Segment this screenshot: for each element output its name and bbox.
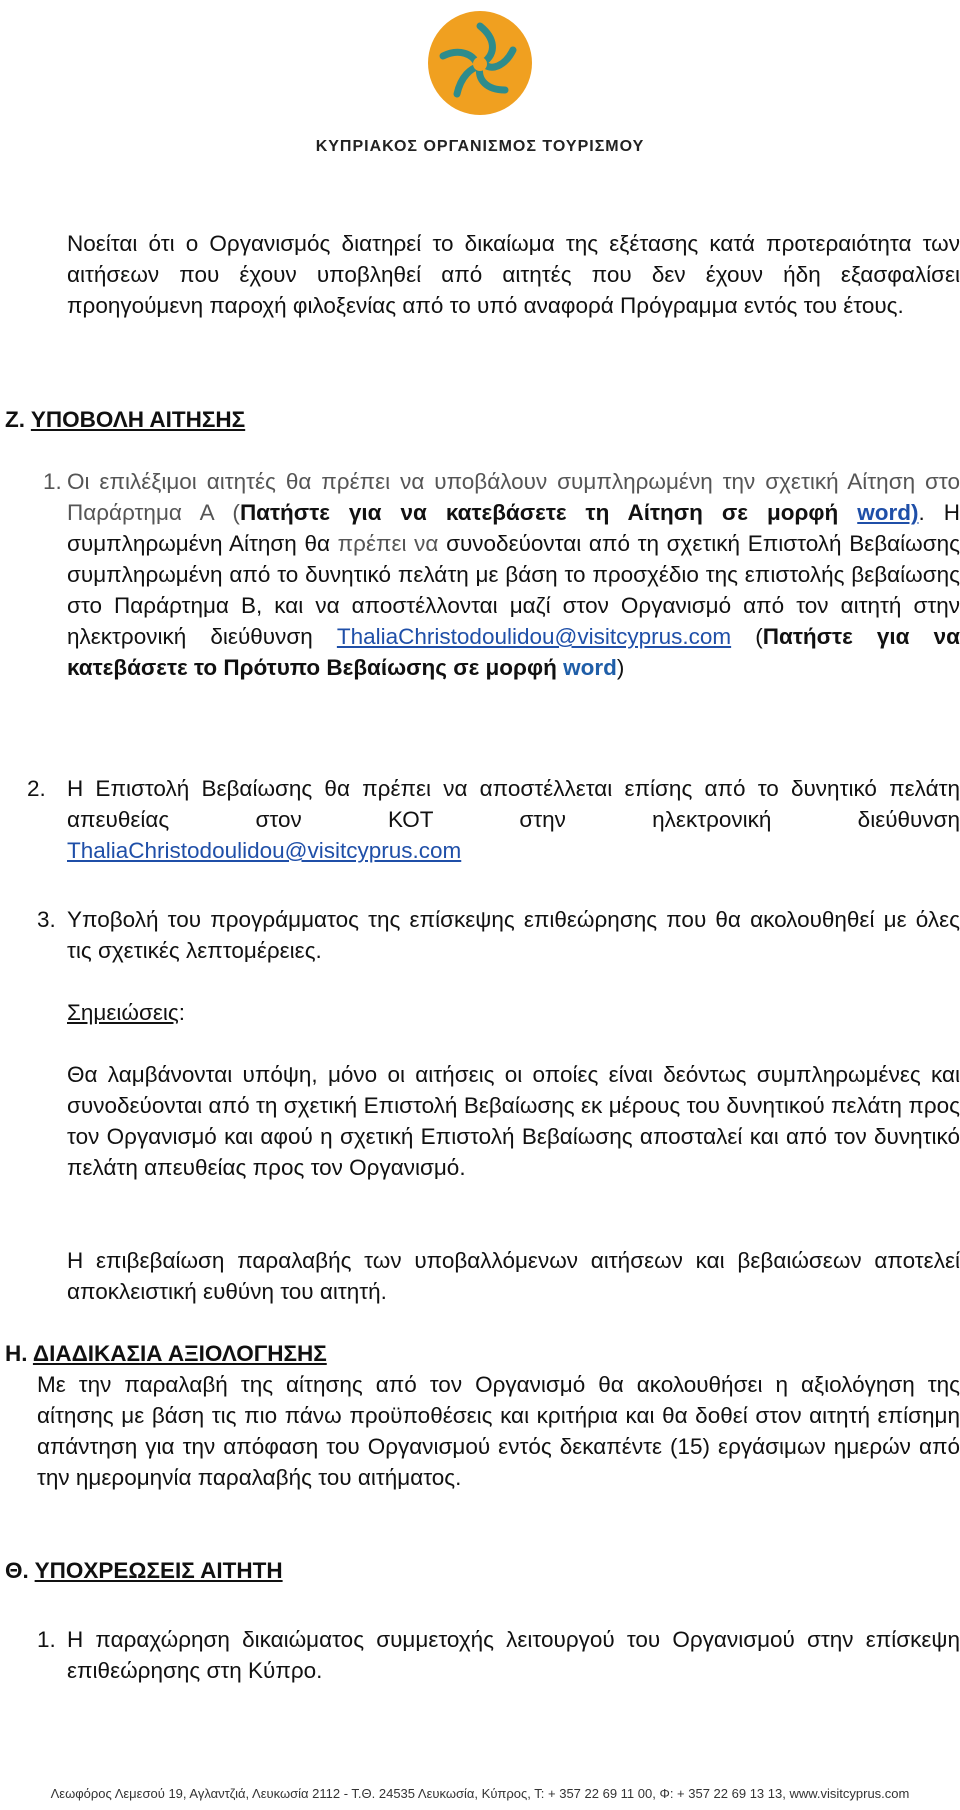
note-2-paragraph: Η επιβεβαίωση παραλαβής των υποβαλλόμενων αιτήσεων και βεβαιώσεων αποτελεί αποκλειστική ευθύνη του αιτητή. — [67, 1248, 960, 1304]
th-item-1-number: 1. — [37, 1627, 56, 1652]
intro-paragraph: Νοείται ότι ο Οργανισμός διατηρεί το δικαίωμα της εξέτασης κατά προτεραιότητα των αιτήσεων που έχουν υποβληθεί από αιτητές που δεν έχουν ήδη εξασφαλίσει προηγούμενη παροχή φιλοξενίας από το υπό αναφορά Πρόγραμμα εντός του έτους. — [67, 231, 960, 318]
item-1-paragraph — [67, 466, 960, 683]
item-1-download-template-text: Πατήστε για να κατεβάσετε το Πρότυπο Βεβαίωσης σε μορφή — [67, 624, 960, 680]
footer-address: Λεωφόρος Λεμεσού 19, Αγλαντζιά, Λευκωσία 2112 - Τ.Θ. 24535 Λευκωσία, Κύπρος, Τ: + 357 22 69 11 00, Φ: + 357 22 69 13 13, www.visitcyprus.com — [50, 1786, 910, 1801]
header — [0, 8, 960, 118]
item-1-word-template-link[interactable]: word — [563, 655, 617, 680]
note-1-paragraph: Θα λαμβάνονται υπόψη, μόνο οι αιτήσεις οι οποίες είναι δεόντως συμπληρωμένες και συνοδεύονται από τη σχετική Επιστολή Βεβαίωσης εκ μέρους του δυνητικού πελάτη προς τον Οργανισμό και αφού η σχετική Επιστολή Βεβαίωσης αποσταλεί και από τον δυνητικό πελάτη απευθείας προς τον Οργανισμό. — [67, 1062, 960, 1180]
item-3-paragraph: Υποβολή του προγράμματος της επίσκεψης επιθεώρησης που θα ακολουθηθεί με όλες τις σχετικές λεπτομέρειες. — [67, 907, 960, 963]
section-th-title: ΥΠΟΧΡΕΩΣΕΙΣ ΑΙΤΗΤΗ — [34, 1558, 283, 1583]
notes-colon: : — [178, 1000, 186, 1025]
item-2-text: Η Επιστολή Βεβαίωσης θα πρέπει να αποστέλλεται επίσης από το δυνητικό πελάτη απευθείας στον ΚΟΤ στην ηλεκτρονική διεύθυνση — [67, 776, 960, 832]
cto-logo-icon — [425, 8, 535, 118]
section-h-heading — [5, 1338, 327, 1369]
notes-heading — [67, 997, 185, 1028]
item-1-word-link[interactable]: word) — [857, 500, 919, 525]
section-h-paragraph: Με την παραλαβή της αίτησης από τον Οργανισμό θα ακολουθήσει η αξιολόγηση της αίτησης με βάση τις πιο πάνω προϋποθέσεις και κριτήρια και θα δοθεί στον αιτητή επίσημη απάντηση για την απόφαση του Οργανισμού εντός δεκαπέντε (15) εργάσιμων ημερών από την ημερομηνία παραλαβής του αιτήματος. — [37, 1372, 960, 1490]
item-1-text-part3: συνοδεύονται από τη σχετική Επιστολή Βεβαίωσης συμπληρωμένη από το δυνητικό πελάτη με βάση το προσχέδιο της επιστολής βεβαίωσης στο Παράρτημα Β, και να αποστέλλονται μαζί στον Οργανισμό από τον αιτητή στην ηλεκτρονική διεύθυνση — [67, 531, 960, 649]
section-th-label: Θ. — [5, 1558, 29, 1583]
item-1-text-part2b: πρέπει να — [337, 531, 439, 556]
section-h-label: Η. — [5, 1341, 28, 1366]
notes-label: Σημειώσεις — [67, 1000, 179, 1025]
item-1-text-part1: Οι επιλέξιμοι αιτητές θα πρέπει να υποβάλουν συμπληρωμένη την σχετική Αίτηση στο Παράρτημα Α ( — [67, 469, 960, 525]
section-z-heading — [5, 404, 245, 435]
item-3-number: 3. — [37, 907, 56, 932]
item-1-number: 1. — [43, 469, 62, 494]
item-1-text-part5: ) — [616, 655, 625, 680]
item-1-text-part4: ( — [731, 624, 763, 649]
section-z-title: ΥΠΟΒΟΛΗ ΑΙΤΗΣΗΣ — [30, 407, 246, 432]
org-name: ΚΥΠΡΙΑΚΟΣ ΟΡΓΑΝΙΣΜΟΣ ΤΟΥΡΙΣΜΟΥ — [315, 138, 645, 155]
th-item-1-paragraph: Η παραχώρηση δικαιώματος συμμετοχής λειτουργού του Οργανισμού στην επίσκεψη επιθεώρησης στη Κύπρο. — [67, 1627, 960, 1683]
item-1-download-form-text: Πατήστε για να κατεβάσετε τη Αίτηση σε μορφή — [239, 500, 858, 525]
item-2-email-link[interactable]: ThaliaChristodoulidou@visitcyprus.com — [67, 838, 462, 863]
section-th-heading — [5, 1555, 283, 1586]
section-z-label: Ζ. — [5, 407, 25, 432]
item-2-paragraph — [67, 773, 960, 866]
item-1-text-part2: . Η συμπληρωμένη Αίτηση θα — [67, 500, 960, 556]
section-h-title: ΔΙΑΔΙΚΑΣΙΑ ΑΞΙΟΛΟΓΗΣΗΣ — [32, 1341, 327, 1366]
item-1-email-link[interactable]: ThaliaChristodoulidou@visitcyprus.com — [336, 624, 732, 649]
item-2-number: 2. — [27, 776, 46, 801]
